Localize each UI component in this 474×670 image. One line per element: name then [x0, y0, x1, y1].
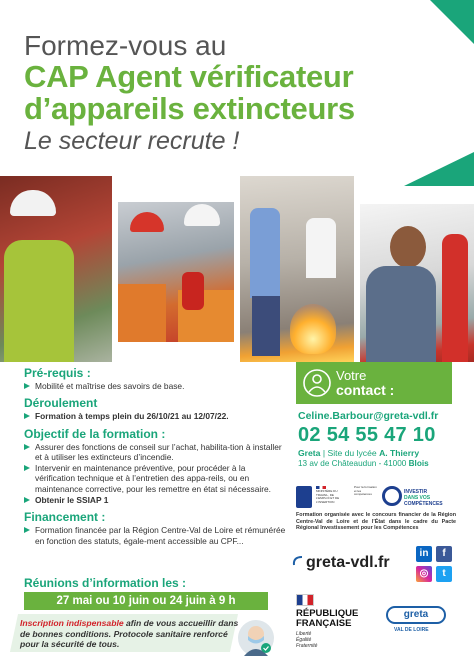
headline-line1: Formez-vous au	[24, 30, 227, 61]
region-logo-icon	[296, 486, 312, 508]
contact-email-link[interactable]: Celine.Barbour@greta-vdl.fr	[298, 410, 439, 422]
twitter-icon[interactable]: t	[436, 566, 452, 582]
contact-label-line2: contact :	[336, 382, 395, 398]
greta-logo-sub: VAL DE LOIRE	[394, 627, 429, 633]
investir-circle-icon	[382, 486, 402, 506]
ministere-text: MINISTÈRE DU TRAVAIL, DE L’EMPLOI ET DE L’INSERTION	[316, 489, 340, 504]
motto-1: Liberté	[296, 631, 312, 637]
republique-logo	[296, 594, 366, 649]
headline	[24, 30, 444, 157]
note-text: afin de vous accueillir dans de bonnes conditions. Protocole sanitaire renforcé pour la sécurité de tous.	[20, 618, 239, 649]
info-column	[24, 366, 286, 546]
investir-text-2: DANS VOS	[404, 495, 431, 501]
headline-line3: d’appareils extincteurs	[24, 91, 355, 126]
republique-title	[296, 609, 366, 629]
objectif-title: Objectif de la formation :	[24, 426, 166, 441]
partner-logos	[296, 486, 456, 508]
financement-item: Formation financée par la Région Centre-Val de Loire et rémunérée en fonction des statuts, égale-ment accessible au CPF...	[24, 525, 286, 546]
financement-title: Financement :	[24, 510, 106, 525]
objectif-item-1: Assurer des fonctions de conseil sur l’achat, habilita-tion à installer et à utiliser les extincteurs d’incendie.	[24, 442, 286, 463]
contact-org: Greta	[298, 448, 321, 458]
linkedin-icon[interactable]: in	[416, 546, 432, 562]
investir-text-1: INVESTIR	[404, 489, 428, 495]
contact-banner	[296, 362, 452, 404]
reunions-title: Réunions d’information les :	[24, 576, 187, 590]
funding-statement: Formation organisée avec le concours financier de la Région Centre-Val de Loire et de l’État dans le cadre du Pacte Régional Investissement pour les Compétences	[296, 512, 456, 532]
registration-note	[20, 618, 246, 650]
contact-person-icon	[302, 368, 332, 398]
objectif-item-3: Obtenir le SSIAP 1	[24, 495, 286, 505]
objectif-item-2: Intervenir en maintenance préventive, pour procéder à la vérification technique et à l’entretien des appa-reils, ou en maintenance corrective, pour les remettre en état si nécessaire.	[24, 463, 286, 494]
deroulement-title: Déroulement	[24, 396, 98, 411]
greta-logo: greta	[386, 606, 446, 624]
republique-title-1: RÉPUBLIQUE	[296, 608, 359, 619]
facebook-icon[interactable]: f	[436, 546, 452, 562]
motto-3: Fraternité	[296, 643, 318, 649]
prerequis-item: Mobilité et maîtrise des savoirs de base.	[24, 381, 286, 391]
contact-site-name: A. Thierry	[379, 448, 420, 458]
republique-motto	[296, 631, 366, 649]
contact-site	[298, 448, 419, 458]
mask-person-icon	[238, 620, 274, 656]
photo-extinguisher-check	[360, 204, 474, 362]
instagram-icon[interactable]: ◎	[416, 566, 432, 582]
photo-fire-training	[240, 176, 354, 362]
photo-firefighter-hose	[0, 176, 112, 362]
investir-logo	[382, 486, 456, 508]
french-flag-icon	[296, 594, 314, 606]
investir-text-3: COMPÉTENCES	[404, 501, 443, 507]
contact-label	[336, 368, 394, 398]
reunions-dates: 27 mai ou 10 juin ou 24 juin à 9 h	[24, 592, 268, 610]
contact-label-line1: Votre	[336, 368, 367, 383]
deroulement-item: Formation à temps plein du 26/10/21 au 12/07/22.	[24, 411, 286, 421]
headline-line2: CAP Agent vérificateur	[24, 59, 354, 94]
contact-site-prefix: | Site du lycée	[320, 448, 380, 458]
ministere-logo	[316, 486, 348, 508]
photo-strip	[0, 176, 474, 362]
flag-bars	[316, 486, 326, 489]
competences-logo: Pour la formation et les compétences	[354, 485, 377, 496]
website-link[interactable]: greta-vdl.fr	[306, 554, 390, 571]
republique-title-2: FRANÇAISE	[296, 618, 352, 629]
note-highlight: Inscription indispensable	[20, 618, 124, 628]
headline-line4: Le secteur recrute !	[24, 127, 240, 155]
contact-street: 13 av de Châteaudun - 41000	[298, 459, 409, 468]
prerequis-title: Pré-requis :	[24, 366, 91, 380]
contact-address	[298, 459, 429, 468]
motto-2: Égalité	[296, 637, 312, 643]
contact-phone[interactable]: 02 54 55 47 10	[298, 424, 436, 446]
photo-technicians-extinguisher	[118, 202, 234, 342]
contact-city: Blois	[408, 459, 429, 468]
